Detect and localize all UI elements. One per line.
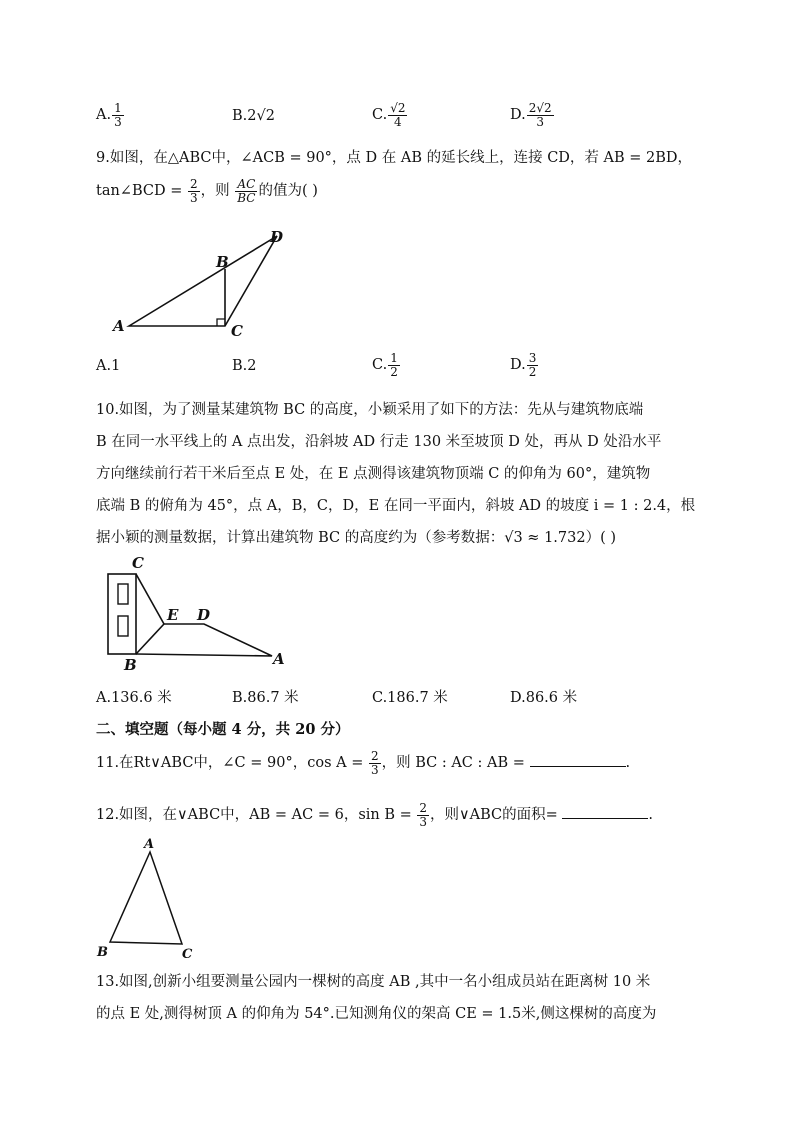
q10-line2: B 在同一水平线上的 A 点出发，沿斜坡 AD 行走 130 米至坡顶 D 处，再从 D 处沿水平	[96, 434, 662, 450]
q10-label-e: E	[167, 606, 179, 624]
fraction: $\frac{AC}{BC}$	[237, 177, 256, 205]
fraction: $\frac{2√2}{3}$	[528, 101, 552, 129]
q9-label-b: B	[216, 253, 229, 271]
section-heading: 二、填空题（每小题 4 分，共 20 分）	[96, 721, 350, 738]
q10-figure	[100, 552, 300, 677]
q10-label-b: B	[124, 656, 137, 674]
q8-option-c: C. $\frac{√2}{4}$	[372, 101, 406, 129]
q9-option-d: D. $\frac{3}{2}$	[510, 351, 537, 379]
answer-blank[interactable]	[530, 752, 626, 767]
q13-line2: 的点 E 处,测得树顶 A 的仰角为 54°.已知测角仪的架高 CE = 1.5米,侧这棵树的高度为	[96, 1006, 657, 1022]
q10-line3: 方向继续前行若干米后至点 E 处，在 E 点测得该建筑物顶端 C 的仰角为 60°，建筑物	[96, 466, 651, 482]
q9-option-b: B.2	[232, 358, 257, 374]
q11: 11.在Rt∨ABC中，∠C = 90°，cos A = $\frac{2}{3}$ ，则 BC : AC : AB = .	[96, 749, 631, 777]
q8-option-a: A. $\frac{1}{3}$	[96, 101, 122, 129]
q8-option-d: D. $\frac{2√2}{3}$	[510, 101, 552, 129]
ground-slope-path	[136, 624, 272, 656]
q13-line1: 13.如图,创新小组要测量公园内一棵树的高度 AB ,其中一名小组成员站在距离树 10 米	[96, 974, 651, 990]
fraction: $\frac{2}{3}$	[419, 801, 428, 829]
q12: 12.如图，在∨ABC中，AB = AC = 6，sin B = $\frac{2}{3}$ ，则∨ABC的面积= .	[96, 801, 653, 829]
q10-label-c: C	[132, 554, 144, 572]
fraction: $\frac{√2}{4}$	[390, 101, 406, 129]
q12-figure	[94, 836, 204, 964]
q12-triangle	[110, 852, 182, 944]
q10-line4: 底端 B 的俯角为 45°，点 A，B，C，D，E 在同一平面内，斜坡 AD 的坡度 i = 1 : 2.4，根	[96, 498, 696, 514]
q9-option-a: A.1	[96, 358, 121, 374]
q10-option-a: A.136.6 米	[96, 690, 172, 706]
q9-line1: 9.如图，在△ABC中，∠ACB = 90°，点 D 在 AB 的延长线上，连接 CD，若 AB = 2BD，	[96, 150, 693, 166]
sight-line-ec	[136, 574, 164, 624]
q12-label-b: B	[97, 945, 108, 960]
answer-blank[interactable]	[562, 804, 648, 819]
q12-label-a: A	[144, 837, 155, 852]
q8-option-b: B.2√2	[232, 108, 275, 124]
q9-line2: tan∠BCD = $\frac{2}{3}$ ，则 $\frac{AC}{BC}$ 的值为( )	[96, 177, 318, 205]
q9-triangle	[129, 236, 277, 326]
q9-option-c: C. $\frac{1}{2}$	[372, 351, 398, 379]
q12-label-c: C	[182, 947, 193, 962]
window-1	[118, 584, 128, 604]
right-angle-mark	[217, 319, 225, 326]
q9-label-c: C	[231, 322, 243, 340]
fraction: $\frac{3}{2}$	[528, 351, 537, 379]
q10-label-a: A	[273, 650, 285, 668]
q9-label-d: D	[270, 228, 284, 246]
fraction: $\frac{1}{2}$	[390, 351, 398, 379]
q9-label-a: A	[113, 317, 125, 335]
sight-line-eb	[136, 624, 164, 654]
q10-option-b: B.86.7 米	[232, 690, 299, 706]
fraction: $\frac{2}{3}$	[370, 749, 379, 777]
q10-line1: 10.如图，为了测量某建筑物 BC 的高度，小颖采用了如下的方法：先从与建筑物底端	[96, 402, 644, 418]
q10-line5: 据小颖的测量数据，计算出建筑物 BC 的高度约为（参考数据：√3 ≈ 1.732）( )	[96, 530, 617, 546]
window-2	[118, 616, 128, 636]
fraction: $\frac{1}{3}$	[114, 101, 122, 129]
q10-option-c: C.186.7 米	[372, 690, 448, 706]
q10-option-d: D.86.6 米	[510, 690, 578, 706]
q10-label-d: D	[197, 606, 211, 624]
building	[108, 574, 136, 654]
q9-figure	[105, 222, 305, 342]
fraction: $\frac{2}{3}$	[189, 177, 198, 205]
